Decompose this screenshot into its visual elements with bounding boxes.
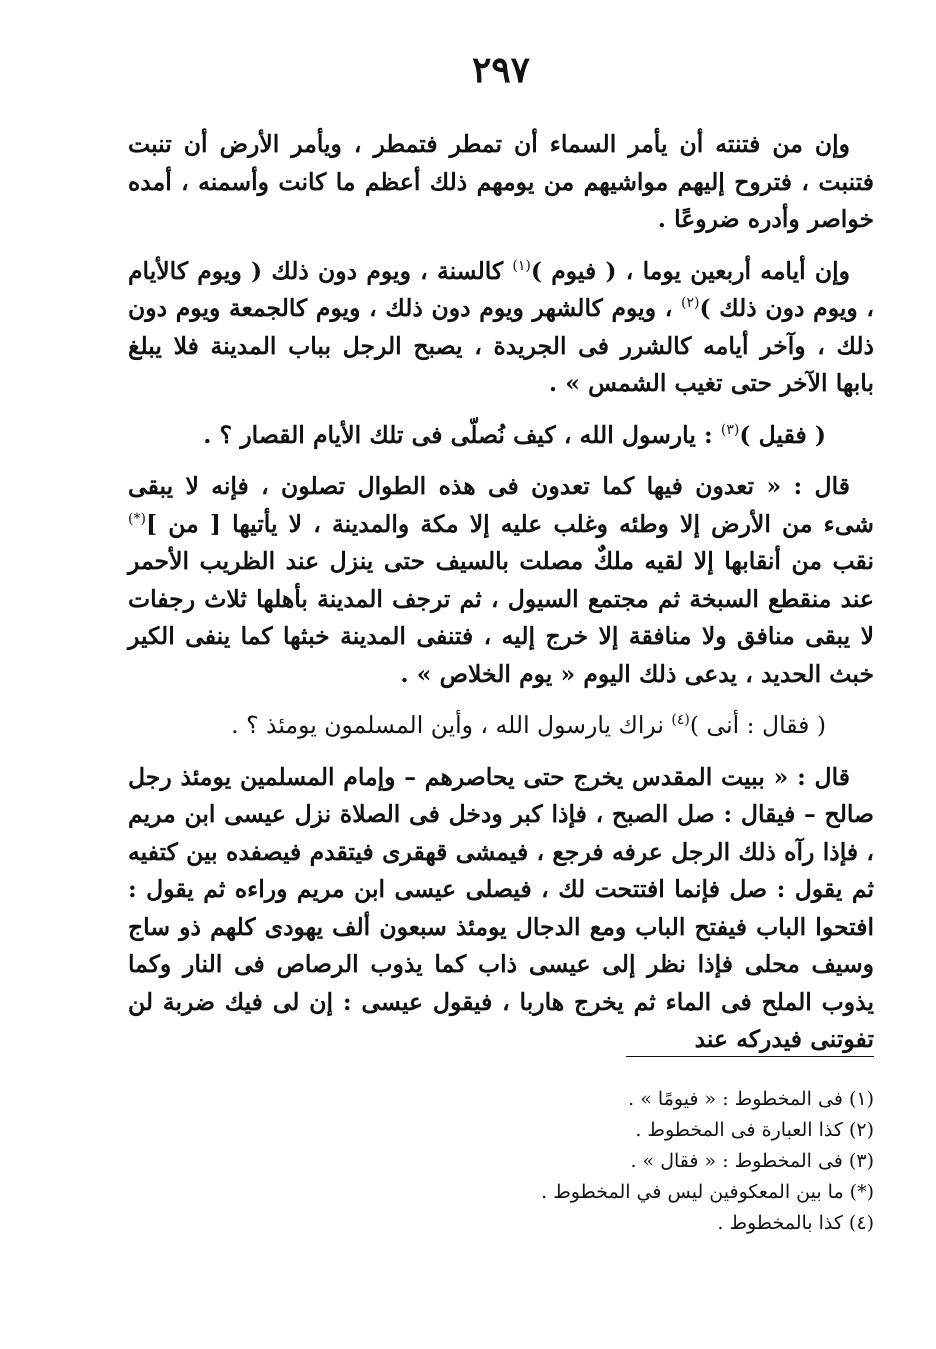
footnote-4: (٤) كذا بالمخطوط .: [717, 1212, 874, 1234]
footnote-ref-4: (٤): [671, 712, 690, 729]
paragraph-2-text-c: ، ويوم كالشهر ويوم دون ذلك ، ويوم كالجمعة ويوم دون ذلك ، وآخر أيامه كالشرر فى الجريدة ، يصبح الرجل بباب المدينة فلا يبلغ بابها الآخر حتى تغيب الشمس » .: [128, 294, 874, 397]
paragraph-6: [128, 759, 874, 1059]
paragraph-5-text-a: ( فقال : أنى ): [689, 711, 826, 739]
footnote-1: (١) فى المخطوط : « فيومًا » .: [628, 1088, 874, 1110]
paragraph-5: [128, 707, 874, 745]
paragraph-4: [128, 468, 874, 693]
paragraph-2: [128, 253, 874, 403]
paragraph-4-text-a: قال : « تعدون فيها كما تعدون فى هذه الطوال تصلون ، فإنه لا يبقى شىء من الأرض إلا وطئه وغلب عليه إلا مكة والمدينة ، لا يأتيها [ من ]: [128, 472, 874, 538]
paragraph-3-text-a: ( فقيل ): [739, 420, 826, 449]
footnote-ref-1: (١): [512, 257, 531, 274]
footnote-separator: [626, 1056, 874, 1057]
paragraph-5-text-b: نراك يارسول الله ، وأين المسلمون يومئذ ؟ .: [231, 711, 672, 739]
paragraph-3-text-b: : يارسول الله ، كيف نُصلّى فى تلك الأيام القصار ؟ .: [203, 420, 721, 449]
paragraph-2-text-a: وإن أيامه أربعين يوما ، ( فيوم ): [530, 256, 851, 285]
page-number: ٢٩٧: [471, 49, 530, 91]
footnote-ref-star: (*): [128, 510, 146, 527]
footnote-2: (٢) كذا العبارة فى المخطوط .: [635, 1119, 874, 1141]
main-text: [128, 126, 874, 1073]
paragraph-4-text-b: نقب من أنقابها إلا لقيه ملكٌ مصلت بالسيف حتى ينزل عند الظريب الأحمر عند منقطع السبخة ثم مجتمع السيول ، ثم ترجف المدينة بأهلها ثلاث رجفات لا يبقى منافق ولا منافقة إلا خرج إليه ، فتنفى المدينة خبثها كما ينفى الكير خبث الحديد ، يدعى ذلك اليوم « يوم الخلاص » .: [128, 547, 874, 688]
footnote-3: (٣) فى المخطوط : « فقال » .: [630, 1150, 874, 1172]
paragraph-3: [128, 417, 874, 455]
footnote-ref-2: (٢): [681, 295, 700, 312]
paragraph-1-text: وإن من فتنته أن يأمر السماء أن تمطر فتمطر ، ويأمر الأرض أن تنبت فتنبت ، فتروح إليهم مواشيهم من يومهم ذلك أعظم ما كانت وأسمنه ، أمده خواصر وأدره ضروعًا .: [128, 130, 874, 233]
footnote-ref-3: (٣): [720, 421, 740, 438]
paragraph-6-text: قال : « ببيت المقدس يخرج حتى يحاصرهم – وإمام المسلمين يومئذ رجل صالح – فيقال : صل الصبح ، فإذا كبر ودخل فى الصلاة نزل عيسى ابن مريم ، فإذا رآه ذلك الرجل عرفه فرجع ، فيمشى قهقرى فيتقدم فيصفده بين كتفيه ثم يقول : صل فإنما افتتحت لك ، فيصلى عيسى ابن مريم وراءه ثم يقول : افتحوا الباب فيفتح الباب ومع الدجال يومئذ سبعون ألف يهودى كلهم ذو ساج وسيف محلى فإذا نظر إلى عيسى ذاب كما يذوب الرصاص فى النار وكما يذوب الملح فى الماء ثم يخرج هاربا ، فيقول عيسى : إن لى فيك ضربة لن تفوتنى فيدركه عند: [128, 762, 874, 1053]
footnotes: [128, 1084, 874, 1239]
paragraph-2-text-b: كالسنة ، ويوم دون ذلك ( ويوم كالأيام ، ويوم دون ذلك ): [128, 256, 874, 322]
footnote-star: (*) ما بين المعكوفين ليس في المخطوط .: [541, 1181, 874, 1203]
paragraph-1: [128, 126, 874, 239]
